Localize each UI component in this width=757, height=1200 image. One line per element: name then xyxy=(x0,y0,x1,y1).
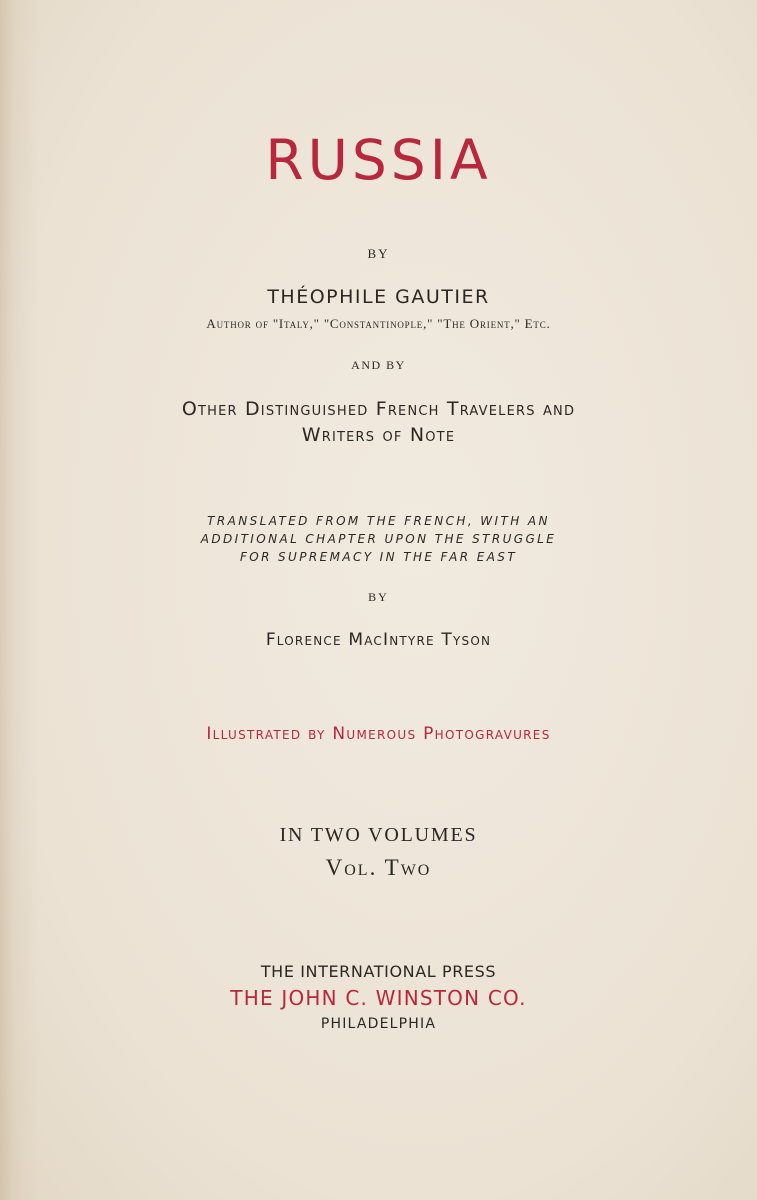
and-by: AND BY xyxy=(351,358,406,372)
translator-by: BY xyxy=(368,590,389,604)
volume-number: Vol. Two xyxy=(325,855,432,880)
other-writers-line-2: Writers of Note xyxy=(301,424,456,446)
publisher-name: THE JOHN C. WINSTON CO. xyxy=(230,986,527,1010)
press-name: THE INTERNATIONAL PRESS xyxy=(260,962,497,981)
translation-note-line-3: FOR SUPREMACY IN THE FAR EAST xyxy=(239,550,518,564)
book-title: RUSSIA xyxy=(265,128,492,192)
translation-note-line-2: ADDITIONAL CHAPTER UPON THE STRUGGLE xyxy=(200,532,557,546)
volume-set: IN TWO VOLUMES xyxy=(279,824,478,846)
byline-by: BY xyxy=(367,246,390,261)
translator-name: Florence MacIntyre Tyson xyxy=(265,630,492,650)
illustration-note: Illustrated by Numerous Photogravures xyxy=(206,724,551,744)
publisher-city: PHILADELPHIA xyxy=(320,1016,437,1032)
other-writers-line-1: Other Distinguished French Travelers and xyxy=(181,398,576,420)
author-works: Author of "Italy," "Constantinople," "The Orient," Etc. xyxy=(206,316,551,331)
translation-note-line-1: TRANSLATED FROM THE FRENCH, WITH AN xyxy=(207,514,550,528)
author-name: THÉOPHILE GAUTIER xyxy=(267,286,490,308)
